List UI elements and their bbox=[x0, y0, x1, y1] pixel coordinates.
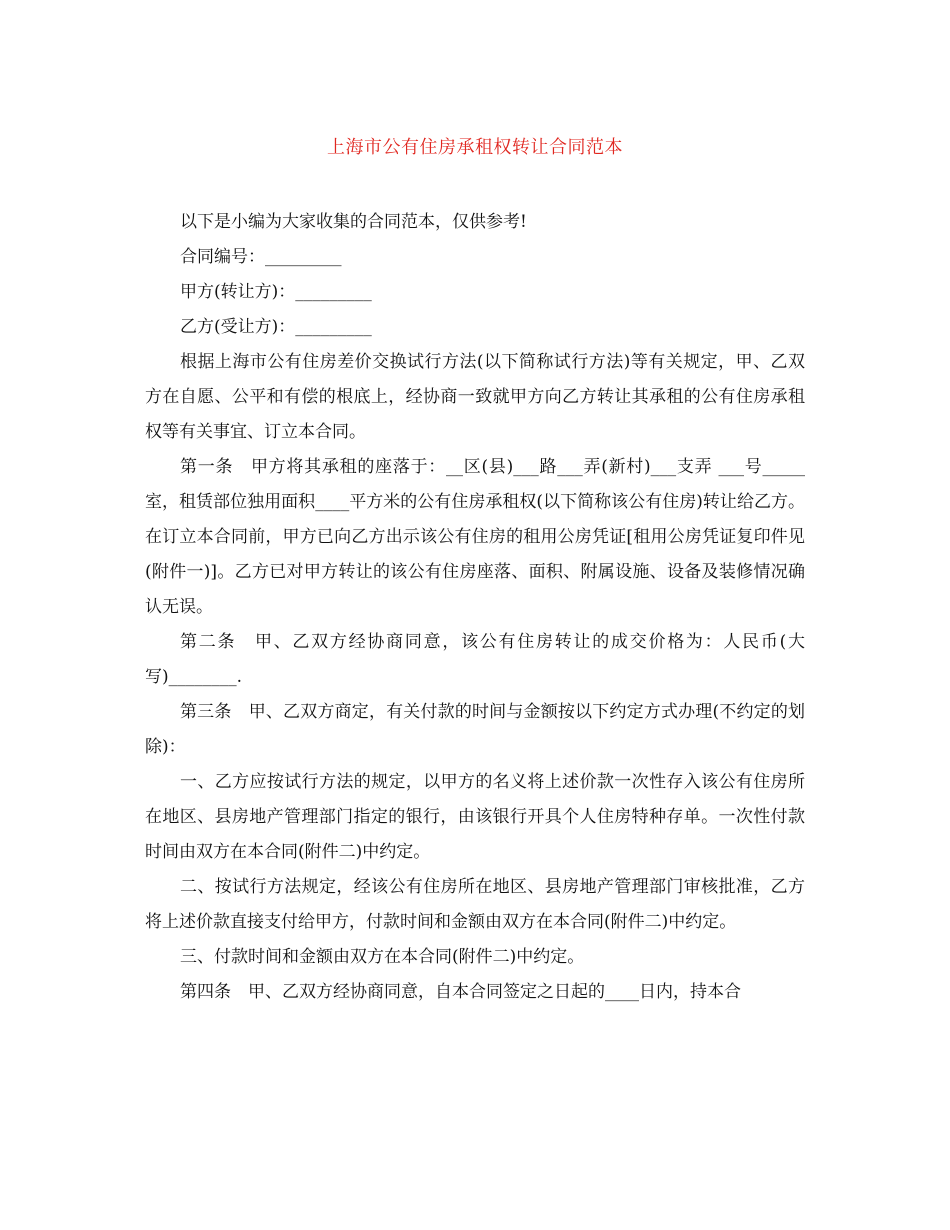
party-b-line: 乙方(受让方)：_________ bbox=[180, 317, 372, 337]
party-a-line: 甲方(转让方)：_________ bbox=[180, 282, 372, 302]
article-4: 第四条 甲、乙双方经协商同意，自本合同签定之日起的____日内，持本合 bbox=[180, 982, 741, 1002]
intro-paragraph: 以下是小编为大家收集的合同范本，仅供参考! bbox=[180, 212, 527, 232]
preamble-paragraph: 根据上海市公有住房差价交换试行方法(以下简称试行方法)等有关规定，甲、乙双方在自愿、公平和有偿的根底上，经协商一致就甲方向乙方转让其承租的公有住房承租权等有关事宜、订立本合同。 bbox=[145, 352, 805, 442]
document-title: 上海市公有住房承租权转让合同范本 bbox=[327, 137, 623, 158]
document-body bbox=[145, 205, 805, 1010]
article-3-item-2: 二、按试行方法规定，经该公有住房所在地区、县房地产管理部门审核批准，乙方将上述价款直接支付给甲方，付款时间和金额由双方在本合同(附件二)中约定。 bbox=[145, 877, 805, 932]
article-1: 第一条 甲方将其承租的座落于：__区(县)___路___弄(新村)___支弄 ___号_____室，租赁部位独用面积____平方米的公有住房承租权(以下简称该公有住房)转让给乙方。在订立本合同前，甲方已向乙方出示该公有住房的租用公房凭证[租用公房凭证复印件见(附件一)]。乙方已对甲方转让的该公有住房座落、面积、附属设施、设备及装修情况确认无误。 bbox=[145, 457, 805, 617]
article-3-item-1: 一、乙方应按试行方法的规定，以甲方的名义将上述价款一次性存入该公有住房所在地区、县房地产管理部门指定的银行，由该银行开具个人住房特种存单。一次性付款时间由双方在本合同(附件二)中约定。 bbox=[145, 772, 805, 862]
article-3: 第三条 甲、乙双方商定，有关付款的时间与金额按以下约定方式办理(不约定的划除)： bbox=[145, 702, 805, 757]
article-3-item-3: 三、付款时间和金额由双方在本合同(附件二)中约定。 bbox=[180, 947, 585, 967]
article-2: 第二条 甲、乙双方经协商同意，该公有住房转让的成交价格为：人民币(大写)________. bbox=[145, 632, 805, 687]
contract-number-line: 合同编号：_________ bbox=[180, 247, 342, 267]
